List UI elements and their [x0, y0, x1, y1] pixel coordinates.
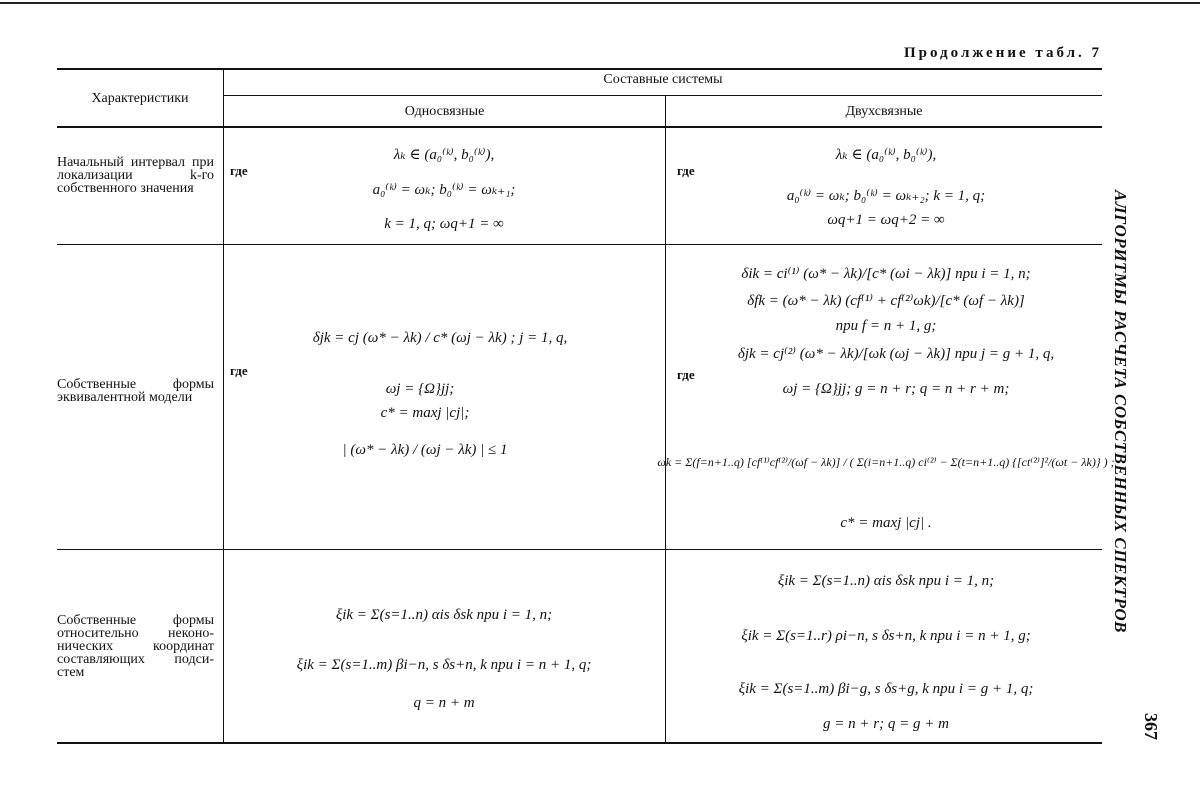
row2-double-formula-6: ωk = Σ(f=n+1..q) [cf⁽¹⁾cf⁽²⁾/(ωf − λk)] / ( Σ(i=n+1..q) ci⁽²⁾ − Σ(t=n+1..q) {[ct⁽²⁾]²/(ωt − λk)} ) ;: [657, 455, 1115, 469]
row1-single-formula-2: a₀⁽ᵏ⁾ = ωₖ; b₀⁽ᵏ⁾ = ωₖ₊₁;: [372, 182, 516, 198]
row2-single-where: где: [230, 363, 248, 378]
header-bottom-rule: [57, 126, 1102, 128]
row2-double-formula-3: при f = n + 1, g;: [835, 318, 937, 334]
row2-single-formula-4: | (ω* − λk) / (ωj − λk) | ≤ 1: [342, 442, 508, 458]
col1-divider: [223, 68, 224, 744]
row3-double-formula-2: ξik = Σ(s=1..r) ρi−n, s δs+n, k при i = n + 1, g;: [741, 628, 1031, 644]
row3-single-formula-3: q = n + m: [413, 695, 475, 711]
row2-double-formula-7: c* = maxj |cj| .: [840, 515, 932, 531]
row1-double-formula-3: ωq+1 = ωq+2 = ∞: [827, 212, 945, 228]
row3-label: Собственные формы относительно неконо-нических координат составляющих подси-стем: [57, 613, 214, 680]
row1-bottom-rule: [57, 244, 1102, 245]
header-single-connected: Односвязные: [404, 104, 485, 119]
row1-single-formula-3: k = 1, q; ωq+1 = ∞: [384, 216, 504, 232]
row3-double-formula-1: ξik = Σ(s=1..n) αis δsk при i = 1, n;: [777, 573, 995, 589]
col2-divider: [665, 96, 666, 744]
table-top-rule: [57, 68, 1102, 70]
row2-label: Собственные формы эквивалентной модели: [57, 377, 214, 405]
row3-double-formula-4: g = n + r; q = g + m: [823, 716, 949, 732]
row2-bottom-rule: [57, 549, 1102, 550]
row2-single-formula-2: ωj = {Ω}jj;: [385, 381, 455, 397]
row1-double-formula-1: λₖ ∈ (a₀⁽ᵏ⁾, b₀⁽ᵏ⁾),: [835, 147, 937, 163]
running-title: АЛГОРИТМЫ РАСЧЕТА СОБСТВЕННЫХ СПЕКТРОВ: [1111, 190, 1130, 633]
row1-double-where: где: [677, 163, 695, 178]
header-composite-systems: Составные системы: [603, 72, 723, 87]
header-double-connected: Двухсвязные: [845, 104, 923, 119]
row1-label: Начальный интервал при локализации k-го собственного значения: [57, 155, 214, 196]
row1-single-formula-1: λₖ ∈ (a₀⁽ᵏ⁾, b₀⁽ᵏ⁾),: [393, 147, 495, 163]
row2-single-formula-1: δjk = cj (ω* − λk) / c* (ωj − λk) ; j = 1, q,: [312, 330, 568, 346]
row3-single-formula-1: ξik = Σ(s=1..n) αis δsk при i = 1, n;: [335, 607, 553, 623]
row2-double-formula-2: δfk = (ω* − λk) (cf⁽¹⁾ + cf⁽²⁾ωk)/[c* (ωf − λk)]: [747, 293, 1025, 309]
table-bottom-rule: [57, 742, 1102, 744]
row2-double-formula-4: δjk = cj⁽²⁾ (ω* − λk)/[ωk (ωj − λk)] при j = g + 1, q,: [737, 346, 1055, 362]
row3-single-formula-2: ξik = Σ(s=1..m) βi−n, s δs+n, k при i = n + 1, q;: [296, 657, 592, 673]
row1-single-where: где: [230, 163, 248, 178]
row2-single-formula-3: c* = maxj |cj|;: [380, 405, 470, 421]
row2-double-where: где: [677, 367, 695, 382]
page-number: 367: [1141, 713, 1161, 740]
row2-double-formula-5: ωj = {Ω}jj; g = n + r; q = n + r + m;: [782, 381, 1010, 397]
top-border: [0, 2, 1200, 4]
row1-double-formula-2: a₀⁽ᵏ⁾ = ωₖ; b₀⁽ᵏ⁾ = ωₖ₊₂; k = 1, q;: [786, 188, 986, 204]
row2-double-formula-1: δik = ci⁽¹⁾ (ω* − λk)/[c* (ωi − λk)] при i = 1, n;: [741, 266, 1031, 282]
table-caption: Продолжение табл. 7: [903, 45, 1102, 61]
header-mid-rule: [224, 95, 1102, 96]
row3-double-formula-3: ξik = Σ(s=1..m) βi−g, s δs+g, k при i = g + 1, q;: [738, 681, 1034, 697]
header-characteristics: Характеристики: [91, 91, 189, 106]
